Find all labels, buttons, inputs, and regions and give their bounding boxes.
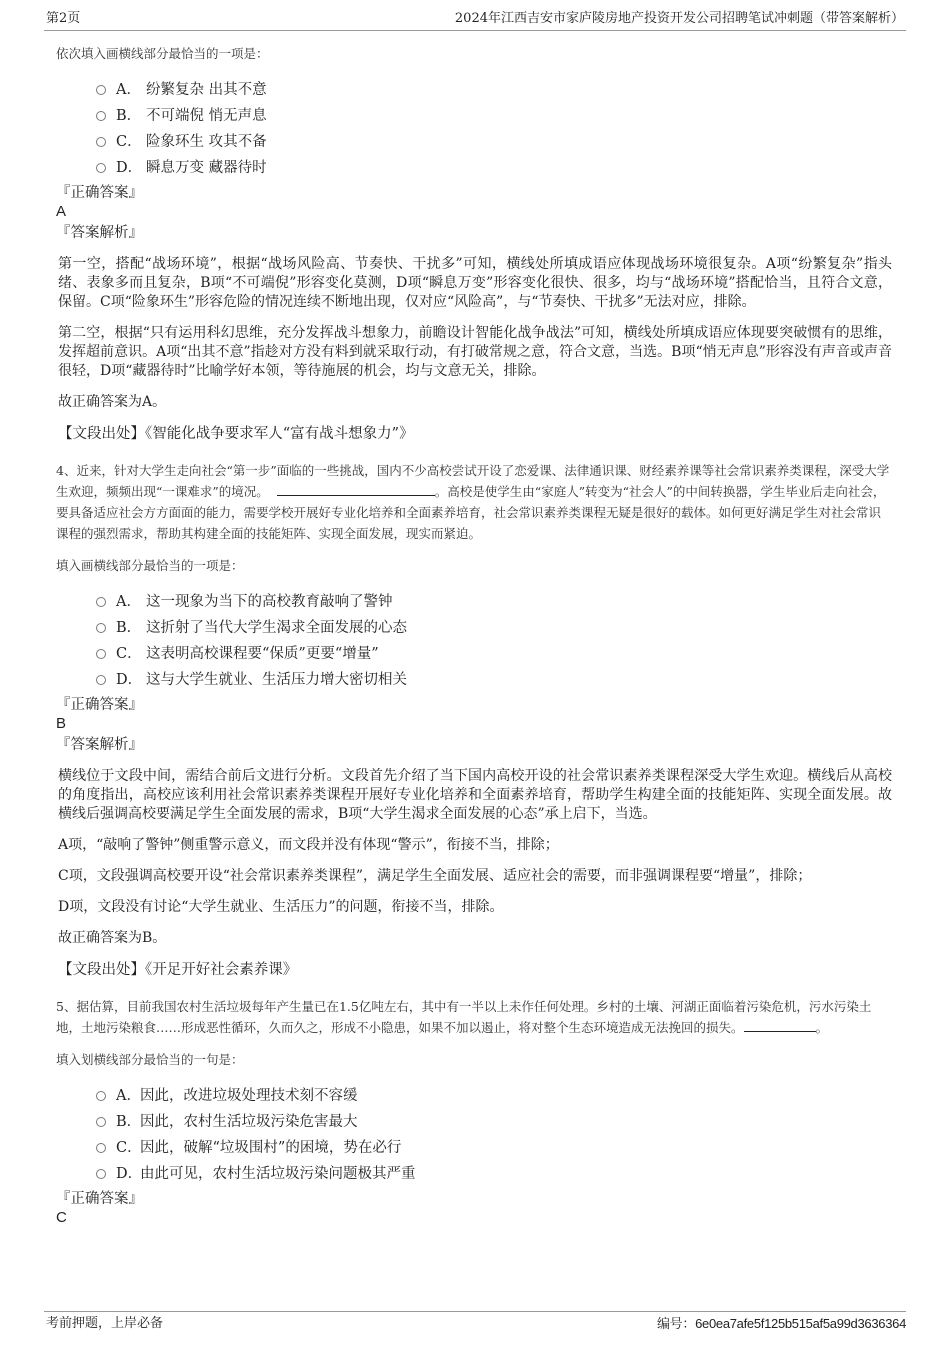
question-4	[56, 460, 892, 980]
question-text-before: 4、近来，针对大学生走向社会“第一步”面临的一些挑战，国内不少高校尝试开设了恋爱课、法律通识课、财经素养课等社会常识素养类课程，深受大学生欢迎，频频出现“一课难求”的境况。	[56, 463, 890, 499]
option-text: 由此可见，农村生活垃圾污染问题极其严重	[140, 1166, 416, 1182]
question-prompt: 依次填入画横线部分最恰当的一项是：	[56, 46, 269, 61]
page-footer	[44, 1311, 906, 1334]
radio-icon[interactable]	[96, 137, 106, 147]
option-text: 险象环生 攻其不备	[146, 134, 267, 150]
option-a[interactable]	[96, 77, 892, 103]
option-letter: A．	[116, 1088, 141, 1104]
option-c[interactable]	[96, 1135, 892, 1161]
radio-icon[interactable]	[96, 1117, 106, 1127]
option-b[interactable]	[96, 1109, 892, 1135]
page-content	[56, 44, 892, 1229]
radio-icon[interactable]	[96, 597, 106, 607]
answer-blank	[277, 482, 435, 496]
analysis-paragraph: 第二空，根据“只有运用科幻思维，充分发挥战斗想象力，前瞻设计智能化战争战法”可知，横线处所填成语应体现要突破惯有的思维，发挥超前意识。A项“出其不意”指趁对方没有料到就采取行动，有打破常规之意，符合文意，当选。B项“悄无声息”形容没有声音或声音很轻，D项“藏器待时”比喻学好本领，等待施展的机会，均与文意无关，排除。	[58, 325, 892, 379]
option-text: 纷繁复杂 出其不意	[146, 82, 267, 98]
option-text: 这一现象为当下的高校教育敲响了警钟	[146, 594, 393, 610]
analysis-label: 『答案解析』	[56, 737, 143, 753]
option-text: 瞬息万变 藏器待时	[146, 160, 267, 176]
analysis-conclusion: 故正确答案为A。	[58, 394, 167, 410]
question-text-before: 5、据估算，目前我国农村生活垃圾每年产生量已在1.5亿吨左右，其中有一半以上未作任何处理。乡村的土壤、河湖正面临着污染危机，污水污染土地，土地污染粮食……形成恶性循环，久而久之，形成不小隐患，如果不加以遏止，将对整个生态环境造成无法挽回的损失。	[56, 999, 872, 1035]
radio-icon[interactable]	[96, 1091, 106, 1101]
option-letter: D．	[116, 672, 143, 688]
analysis-paragraph: 横线位于文段中间，需结合前后文进行分析。文段首先介绍了当下国内高校开设的社会常识素养类课程深受大学生欢迎。横线后从高校的角度指出，高校应该利用社会常识素养类课程开展好专业化培养和全面素养培育，帮助学生构建全面的技能矩阵、实现全面发展。故横线后强调高校要满足学生全面发展的需求，B项“大学生渴求全面发展的心态”承上启下，当选。	[58, 768, 892, 822]
option-text: 因此，破解“垃圾围村”的困境，势在必行	[140, 1140, 402, 1156]
answer-value: C	[56, 1209, 67, 1226]
analysis-paragraph: 第一空，搭配“战场环境”，根据“战场风险高、节奏快、干扰多”可知，横线处所填成语应体现战场环境很复杂。A项“纷繁复杂”指头绪、表象多而且复杂，B项“不可端倪”形容变化莫测，D项“瞬息万变”形容变化很快、很多，均与“战场环境”搭配恰当，且符合文意，保留。C项“险象环生”形容危险的情况连续不断地出现，仅对应“风险高”，与“节奏快、干扰多”无法对应，排除。	[58, 256, 892, 310]
question-3	[56, 44, 892, 444]
option-text: 因此，农村生活垃圾污染危害最大	[140, 1114, 358, 1130]
question-5	[56, 996, 892, 1227]
radio-icon[interactable]	[96, 85, 106, 95]
question-text-after: 。	[815, 1020, 829, 1035]
option-c[interactable]	[96, 129, 892, 155]
code-label: 编号：	[656, 1316, 696, 1331]
code-value: 6e0ea7afe5f125b515af5a99d3636364	[695, 1316, 906, 1331]
option-d[interactable]	[96, 155, 892, 181]
option-letter: D．	[116, 1166, 143, 1182]
option-a[interactable]	[96, 1083, 892, 1109]
options-list	[96, 77, 892, 181]
option-b[interactable]	[96, 103, 892, 129]
option-letter: C．	[116, 134, 142, 150]
page-number: 第2页	[46, 11, 81, 26]
option-b[interactable]	[96, 615, 892, 641]
option-a[interactable]	[96, 589, 892, 615]
question-text	[56, 996, 892, 1038]
answer-blank	[744, 1018, 816, 1032]
option-letter: C．	[116, 646, 142, 662]
radio-icon[interactable]	[96, 675, 106, 685]
answer-value: B	[56, 715, 67, 732]
option-letter: C．	[116, 1140, 142, 1156]
answer-label: 『正确答案』	[56, 185, 143, 201]
source-citation: 【文段出处】《开足开好社会素养课》	[58, 962, 298, 978]
option-text: 这表明高校课程要“保质”更要“增量”	[146, 646, 379, 662]
option-text: 这与大学生就业、生活压力增大密切相关	[146, 672, 407, 688]
option-d[interactable]	[96, 667, 892, 693]
answer-value: A	[56, 203, 67, 220]
question-prompt: 填入划横线部分最恰当的一句是：	[56, 1052, 244, 1067]
question-text	[56, 460, 892, 544]
analysis-paragraph: D项，文段没有讨论“大学生就业、生活压力”的问题，衔接不当，排除。	[58, 899, 504, 915]
source-citation: 【文段出处】《智能化战争要求军人“富有战斗想象力”》	[58, 426, 414, 442]
option-c[interactable]	[96, 641, 892, 667]
option-d[interactable]	[96, 1161, 892, 1187]
page-header	[44, 8, 906, 31]
option-letter: B．	[116, 108, 142, 124]
option-letter: A．	[116, 594, 141, 610]
radio-icon[interactable]	[96, 623, 106, 633]
radio-icon[interactable]	[96, 111, 106, 121]
analysis-paragraph: C项，文段强调高校要开设“社会常识素养类课程”，满足学生全面发展、适应社会的需要，而非强调课程要“增量”，排除；	[58, 868, 812, 884]
options-list	[96, 1083, 892, 1187]
radio-icon[interactable]	[96, 1169, 106, 1179]
document-title: 2024年江西吉安市家庐陵房地产投资开发公司招聘笔试冲刺题（带答案解析）	[454, 11, 904, 26]
option-letter: A．	[116, 82, 141, 98]
analysis-paragraph: A项，“敲响了警钟”侧重警示意义，而文段并没有体现“警示”，衔接不当，排除；	[58, 837, 559, 853]
option-text: 不可端倪 悄无声息	[146, 108, 267, 124]
option-letter: D．	[116, 160, 143, 176]
option-text: 因此，改进垃圾处理技术刻不容缓	[140, 1088, 358, 1104]
radio-icon[interactable]	[96, 1143, 106, 1153]
analysis-label: 『答案解析』	[56, 225, 143, 241]
footer-slogan: 考前押题，上岸必备	[46, 1316, 164, 1331]
option-text: 这折射了当代大学生渴求全面发展的心态	[146, 620, 407, 636]
answer-label: 『正确答案』	[56, 1191, 143, 1207]
radio-icon[interactable]	[96, 649, 106, 659]
question-prompt: 填入画横线部分最恰当的一项是：	[56, 558, 244, 573]
document-code	[657, 1313, 906, 1335]
answer-label: 『正确答案』	[56, 697, 143, 713]
option-letter: B．	[116, 620, 142, 636]
option-letter: B．	[116, 1114, 142, 1130]
question-text-after: 。高校是使学生由“家庭人”转变为“社会人”的中间转换器，学生毕业后走向社会，要具备适应社会方方面面的能力，需要学校开展好专业化培养和全面素养培育，社会常识素养类课程无疑是很好的载体。如何更好满足学生对社会常识课程的强烈需求，帮助其构建全面的技能矩阵、实现全面发展，现实而紧迫。	[56, 484, 886, 541]
radio-icon[interactable]	[96, 163, 106, 173]
analysis-conclusion: 故正确答案为B。	[58, 930, 167, 946]
options-list	[96, 589, 892, 693]
